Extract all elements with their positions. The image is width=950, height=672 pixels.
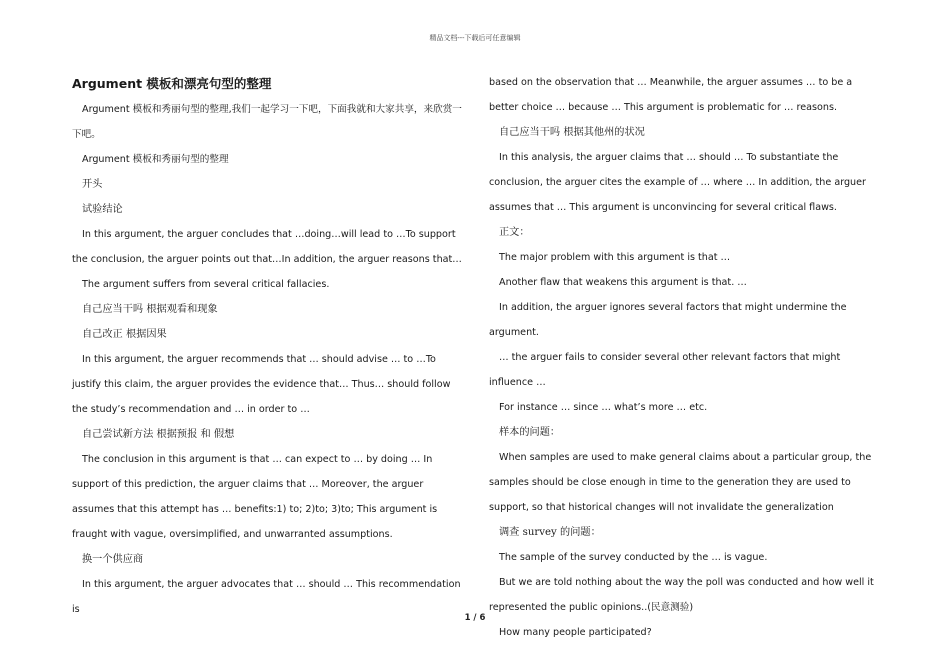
template-paragraph: In this analysis, the arguer claims that … should … To substantiate the conclusion, the arguer cites the example of … where … In addition, the arguer assumes that … This argument is unconvincing for several critical flaws. <box>489 152 866 213</box>
body-sentence: But we are told nothing about the way the poll was conducted and how well it represented the public opinions..(民意测验) <box>489 577 874 613</box>
right-column <box>489 70 881 645</box>
heading-other-states: 自己应当干吗 根据其他州的状况 <box>499 127 645 138</box>
template-paragraph: In this argument, the arguer recommends that … should advise … to …To justify this claim, the arguer provides the evidence that… Thus… should follow the study’s recommendation and … in order to … <box>72 354 451 415</box>
template-paragraph: When samples are used to make general claims about a particular group, the samples should be close enough in time to the generation they are used to support, so that historical changes will not invalidate the generalization <box>489 452 872 513</box>
body-sentence: … the arguer fails to consider several other relevant factors that might influence … <box>489 352 841 388</box>
section-label: Argument 模板和秀丽句型的整理 <box>82 154 229 165</box>
template-paragraph-continued: based on the observation that … Meanwhile, the arguer assumes … to be a better choice … because … This argument is problematic for … reasons. <box>489 77 853 113</box>
page-header-note: 精品文档---下载后可任意编辑 <box>429 34 521 42</box>
template-paragraph: The argument suffers from several critical fallacies. <box>82 279 330 290</box>
heading-sample-problem: 样本的问题： <box>499 427 561 438</box>
left-column <box>72 70 464 622</box>
heading-experiment-conclusion: 试验结论 <box>82 204 123 215</box>
body-sentence: In addition, the arguer ignores several factors that might undermine the argument. <box>489 302 847 338</box>
heading-opening: 开头 <box>82 179 103 190</box>
heading-change-supplier: 换一个供应商 <box>82 554 144 565</box>
body-sentence: For instance … since … what’s more … etc. <box>499 402 708 413</box>
intro-paragraph: Argument 模板和秀丽句型的整理,我们一起学习一下吧，下面我就和大家共享，来欣赏一下吧。 <box>72 104 462 140</box>
template-paragraph: In this argument, the arguer advocates that … should … This recommendation is <box>72 579 461 615</box>
body-sentence: How many people participated? <box>499 627 652 638</box>
template-paragraph: In this argument, the arguer concludes that …doing…will lead to …To support the conclusion, the arguer points out that…In addition, the arguer reasons that… <box>72 229 462 265</box>
template-paragraph: The conclusion in this argument is that … can expect to … by doing … In support of this prediction, the arguer claims that … Moreover, the arguer assumes that this attempt has … benefits:1) to; 2)to; 3)to; This argument is fraught with vague, oversimplified, and unwarranted assumptions. <box>72 454 438 540</box>
body-sentence: Another flaw that weakens this argument is that. … <box>499 277 747 288</box>
heading-body: 正文： <box>499 227 530 238</box>
body-sentence: The sample of the survey conducted by the … is vague. <box>499 552 768 563</box>
page-number: 1 / 6 <box>464 613 486 623</box>
heading-new-method: 自己尝试新方法 根据预报 和 假想 <box>82 429 235 440</box>
body-sentence: The major problem with this argument is that … <box>499 252 731 263</box>
heading-self-correct: 自己改正 根据因果 <box>82 329 167 340</box>
document-title: Argument 模板和漂亮句型的整理 <box>72 76 272 91</box>
heading-what-to-do: 自己应当干吗 根据观看和现象 <box>82 304 218 315</box>
heading-survey-problem: 调查 survey 的问题： <box>499 527 601 538</box>
